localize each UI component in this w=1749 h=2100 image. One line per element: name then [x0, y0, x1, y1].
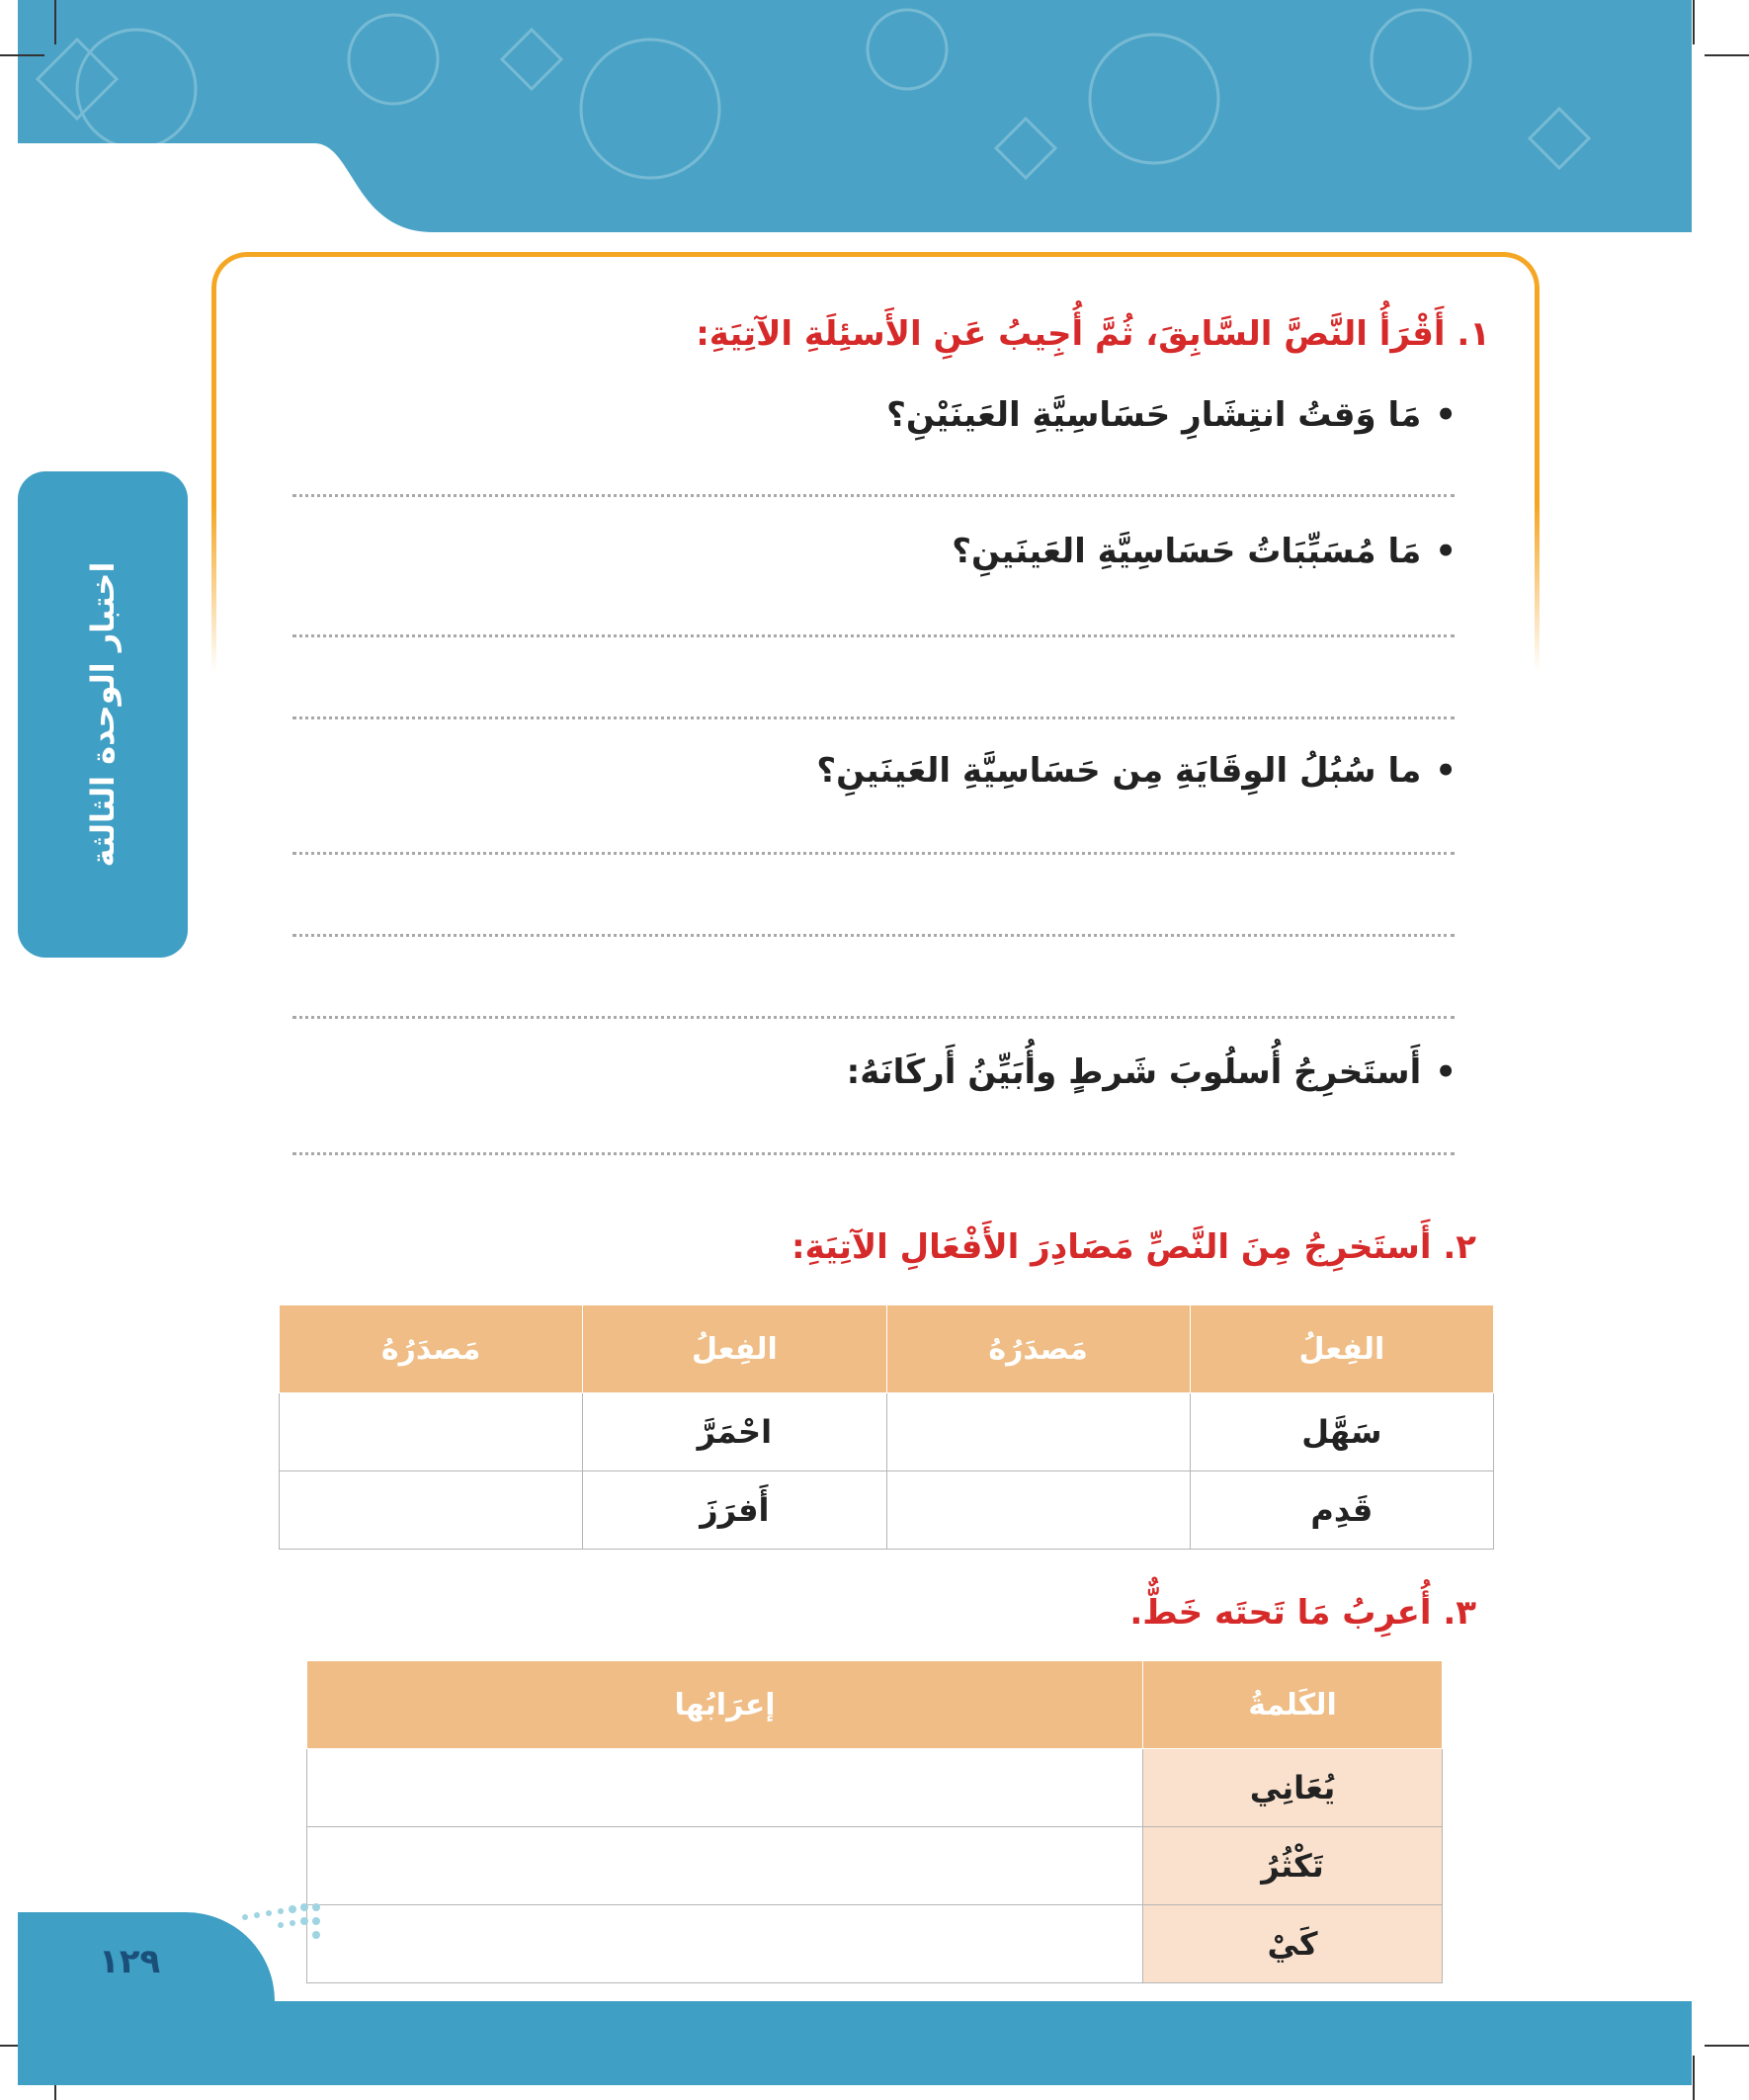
answer-line[interactable]: [292, 634, 1455, 637]
answer-line[interactable]: [292, 494, 1455, 497]
q2-heading: ٢. أَستَخرِجُ مِنَ النَّصِّ مَصَادِرَ الأَفْعَالِ الآتِيَةِ:: [791, 1227, 1476, 1267]
table-header: إعرَابُها: [307, 1661, 1143, 1749]
table-header: مَصدَرُهُ: [886, 1305, 1190, 1393]
word-cell: يُعَانِي: [1143, 1749, 1443, 1827]
page-number: ١٢٩: [99, 1942, 161, 1981]
crop-mark: [54, 0, 56, 44]
q1-item-3: • ما سُبُلُ الوِقَايَةِ مِن حَسَاسِيَّةِ العَينَينِ؟: [816, 751, 1457, 791]
table-row: [307, 1749, 1443, 1827]
verb-cell: قَدِم: [1190, 1471, 1493, 1550]
crop-mark: [0, 54, 44, 56]
ministry-logo-icon: [168, 1897, 326, 1947]
table-header: الفِعلُ: [583, 1305, 886, 1393]
verb-cell: أَفرَزَ: [583, 1471, 886, 1550]
verb-cell: سَهَّل: [1190, 1393, 1493, 1471]
table-header: مَصدَرُهُ: [280, 1305, 583, 1393]
answer-cell[interactable]: [307, 1749, 1143, 1827]
answer-line[interactable]: [292, 1152, 1455, 1155]
answer-line[interactable]: [292, 1016, 1455, 1019]
side-tab-label: اختبار الوحدة الثالثة: [84, 561, 122, 868]
answer-cell[interactable]: [886, 1471, 1190, 1550]
crop-mark: [1705, 2045, 1749, 2047]
verbs-table: [279, 1304, 1494, 1550]
crop-mark: [1693, 2056, 1695, 2100]
verb-cell: احْمَرَّ: [583, 1393, 886, 1471]
unit-side-tab: [18, 471, 188, 958]
answer-line[interactable]: [292, 934, 1455, 937]
word-cell: تَكْثُرُ: [1143, 1827, 1443, 1905]
table-row: [280, 1471, 1494, 1550]
table-header: الفِعلُ: [1190, 1305, 1493, 1393]
q3-heading: ٣. أُعرِبُ مَا تَحتَه خَطٌّ.: [1129, 1593, 1476, 1633]
table-row: [307, 1905, 1443, 1983]
answer-cell[interactable]: [280, 1393, 583, 1471]
table-row: [307, 1827, 1443, 1905]
table-row: [280, 1393, 1494, 1471]
answer-line[interactable]: [292, 716, 1455, 719]
answer-line[interactable]: [292, 852, 1455, 855]
q1-item-1: • مَا وَقتُ انتِشَارِ حَسَاسِيَّةِ العَينَيْنِ؟: [886, 395, 1457, 435]
q1-heading: ١. أَقْرَأُ النَّصَّ السَّابِقَ، ثُمَّ أُجِيبُ عَنِ الأَسئِلَةِ الآتِيَةِ:: [696, 314, 1490, 354]
header-curve: [18, 143, 1692, 242]
answer-cell[interactable]: [307, 1905, 1143, 1983]
parsing-table: [306, 1660, 1443, 1983]
crop-mark: [1693, 0, 1695, 44]
answer-cell[interactable]: [280, 1471, 583, 1550]
word-cell: كَيْ: [1143, 1905, 1443, 1983]
table-header: الكَلمةُ: [1143, 1661, 1443, 1749]
answer-cell[interactable]: [886, 1393, 1190, 1471]
crop-mark: [1705, 54, 1749, 56]
q1-item-4: • أَستَخرِجُ أُسلُوبَ شَرطٍ وأُبَيِّنُ أَركَانَهُ:: [847, 1052, 1457, 1092]
q1-item-2: • مَا مُسَبِّبَاتُ حَسَاسِيَّةِ العَينَينِ؟: [952, 532, 1457, 571]
answer-cell[interactable]: [307, 1827, 1143, 1905]
